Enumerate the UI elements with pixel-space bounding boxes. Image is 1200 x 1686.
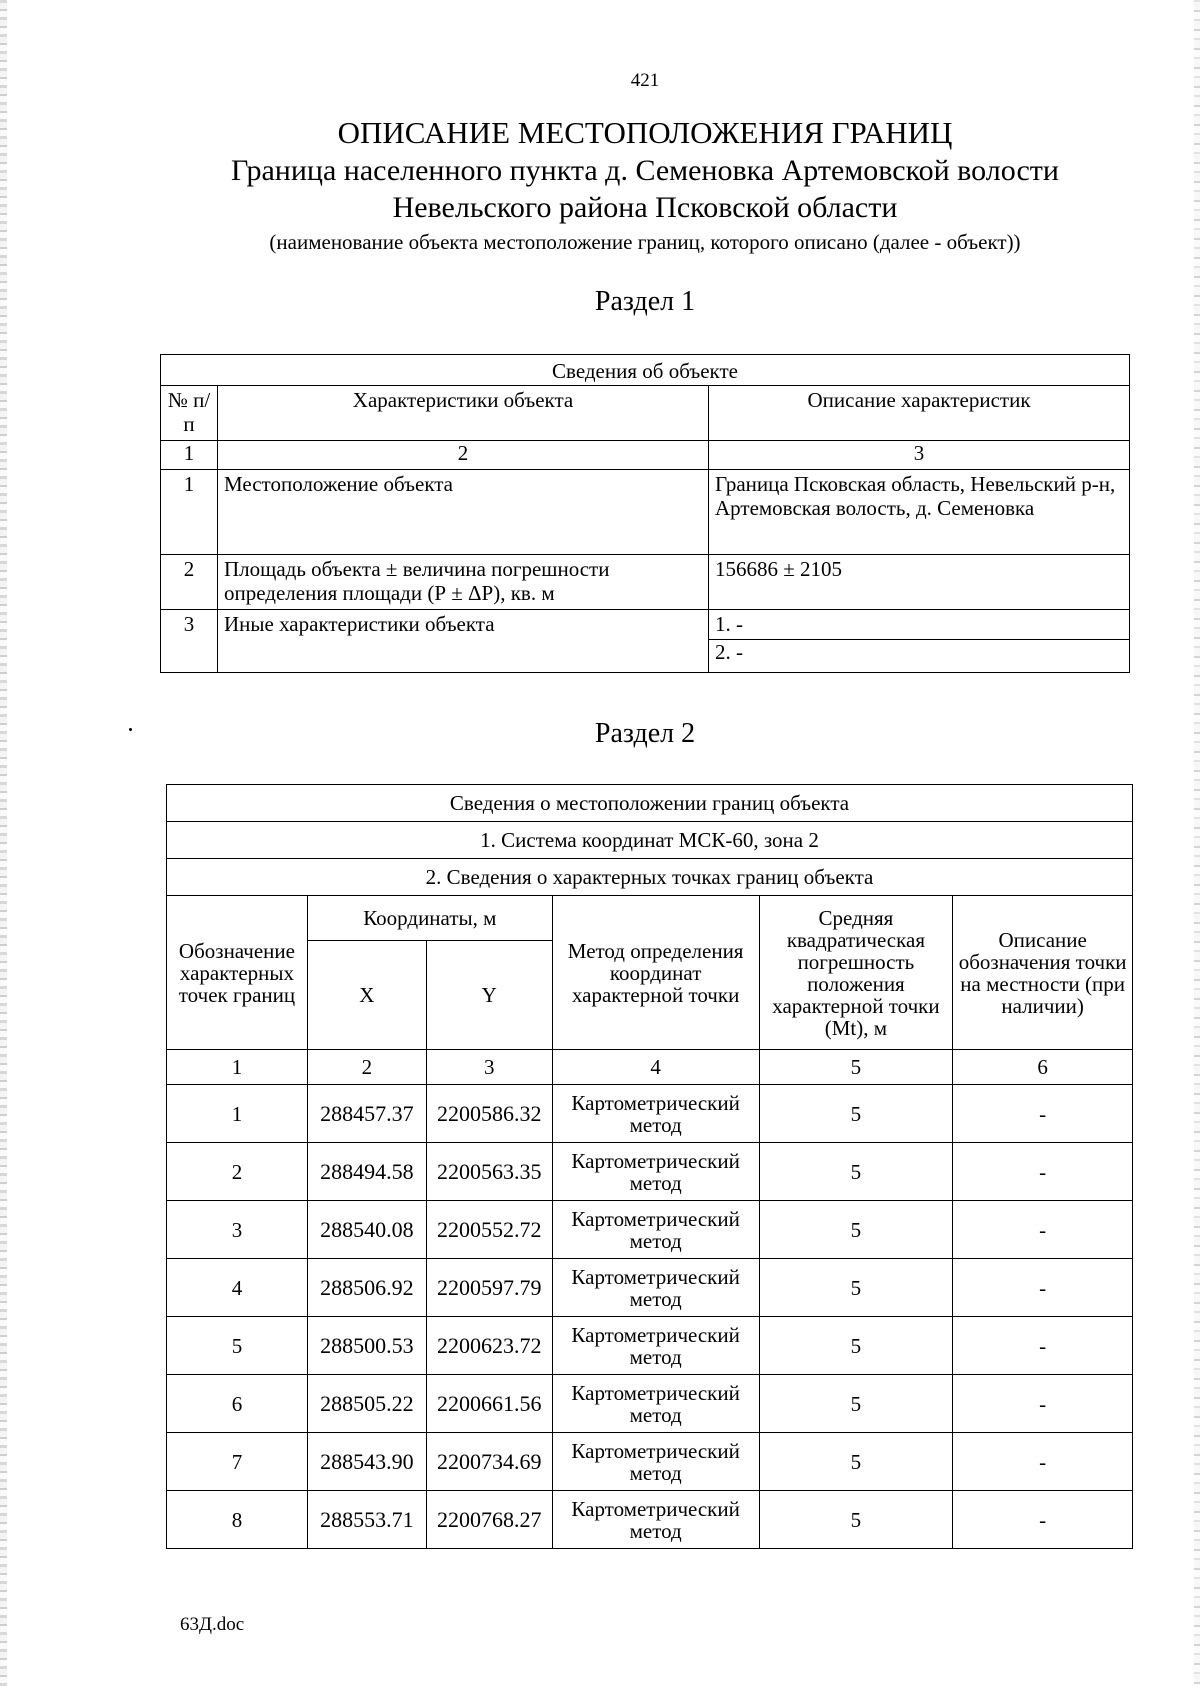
- point-y: 2200623.72: [426, 1317, 552, 1375]
- section1-label: Раздел 1: [594, 286, 696, 317]
- point-y: 2200597.79: [426, 1259, 552, 1317]
- point-description: -: [953, 1375, 1133, 1433]
- point-method: Картометрический метод: [552, 1375, 759, 1433]
- table-row: [167, 1143, 1133, 1201]
- object-info-caption: Сведения об объекте: [161, 355, 1130, 386]
- table-row: [167, 1259, 1133, 1317]
- page-number: 421: [630, 70, 660, 91]
- point-description: -: [953, 1491, 1133, 1549]
- point-method: Картометрический метод: [552, 1433, 759, 1491]
- table-row: [167, 1317, 1133, 1375]
- point-y: 2200552.72: [426, 1201, 552, 1259]
- point-x: 288457.37: [307, 1085, 426, 1143]
- point-error: 5: [759, 1375, 953, 1433]
- point-x: 288500.53: [307, 1317, 426, 1375]
- point-x: 288505.22: [307, 1375, 426, 1433]
- point-id: 7: [167, 1433, 308, 1491]
- column-number: 3: [709, 441, 1130, 470]
- other-characteristic-1: 1. -: [715, 612, 743, 636]
- point-method: Картометрический метод: [552, 1143, 759, 1201]
- point-method: Картометрический метод: [552, 1201, 759, 1259]
- row-number: 1: [161, 470, 218, 555]
- point-description: -: [953, 1143, 1133, 1201]
- header-point-description: Описание обозначения точки на местности (при наличии): [953, 896, 1133, 1050]
- table-row: [167, 1085, 1133, 1143]
- point-error: 5: [759, 1259, 953, 1317]
- other-characteristic-2: 2. -: [709, 639, 1129, 664]
- point-y: 2200661.56: [426, 1375, 552, 1433]
- table-row: [161, 555, 1130, 610]
- point-y: 2200563.35: [426, 1143, 552, 1201]
- row-number: 3: [161, 610, 218, 673]
- header-coordinates: Координаты, м: [307, 896, 552, 941]
- point-y: 2200734.69: [426, 1433, 552, 1491]
- point-description: -: [953, 1201, 1133, 1259]
- point-id: 6: [167, 1375, 308, 1433]
- point-error: 5: [759, 1201, 953, 1259]
- point-method: Картометрический метод: [552, 1317, 759, 1375]
- row-characteristic: Иные характеристики объекта: [218, 610, 709, 673]
- point-x: 288540.08: [307, 1201, 426, 1259]
- point-error: 5: [759, 1433, 953, 1491]
- point-y: 2200768.27: [426, 1491, 552, 1549]
- header-number: № п/п: [161, 386, 218, 441]
- table-row: [167, 1433, 1133, 1491]
- row-description: [709, 610, 1130, 673]
- header-point: Обозначение характерных точек границ: [167, 896, 308, 1050]
- table-row: [161, 470, 1130, 555]
- row-description: 156686 ± 2105: [709, 555, 1130, 610]
- file-name-footer: 63Д.doc: [180, 1614, 245, 1635]
- point-id: 1: [167, 1085, 308, 1143]
- column-number: 3: [426, 1050, 552, 1085]
- document-subtitle-line1: Граница населенного пункта д. Семеновка Артемовской волости: [231, 154, 1059, 187]
- point-error: 5: [759, 1491, 953, 1549]
- column-number-row: [161, 441, 1130, 470]
- table-row: [167, 1491, 1133, 1549]
- column-number: 1: [167, 1050, 308, 1085]
- point-x: 288553.71: [307, 1491, 426, 1549]
- point-x: 288506.92: [307, 1259, 426, 1317]
- point-description: -: [953, 1085, 1133, 1143]
- point-method: Картометрический метод: [552, 1085, 759, 1143]
- header-x: X: [307, 941, 426, 1050]
- document-header: [0, 114, 1200, 256]
- table-row: [161, 610, 1130, 673]
- point-y: 2200586.32: [426, 1085, 552, 1143]
- point-error: 5: [759, 1317, 953, 1375]
- point-method: Картометрический метод: [552, 1491, 759, 1549]
- header-description: Описание характеристик: [709, 386, 1130, 441]
- row-description: Граница Псковская область, Невельский р-н, Артемовская волость, д. Семеновка: [709, 470, 1130, 555]
- column-number: 4: [552, 1050, 759, 1085]
- header-method: Метод определения координат характерной точки: [552, 896, 759, 1050]
- header-y: Y: [426, 941, 552, 1050]
- point-id: 3: [167, 1201, 308, 1259]
- point-error: 5: [759, 1085, 953, 1143]
- column-number: 6: [953, 1050, 1133, 1085]
- row-characteristic: Площадь объекта ± величина погрешности определения площади (Р ± ΔР), кв. м: [218, 555, 709, 610]
- coordinate-system: 1. Система координат МСК-60, зона 2: [167, 822, 1133, 859]
- point-x: 288543.90: [307, 1433, 426, 1491]
- column-number-row: [167, 1050, 1133, 1085]
- point-description: -: [953, 1259, 1133, 1317]
- row-number: 2: [161, 555, 218, 610]
- point-method: Картометрический метод: [552, 1259, 759, 1317]
- point-error: 5: [759, 1143, 953, 1201]
- header-error: Средняя квадратическая погрешность положения характерной точки (Mt), м: [759, 896, 953, 1050]
- point-id: 2: [167, 1143, 308, 1201]
- column-number: 2: [307, 1050, 426, 1085]
- column-number: 1: [161, 441, 218, 470]
- boundary-points-table: [166, 784, 1133, 1549]
- point-id: 4: [167, 1259, 308, 1317]
- point-id: 8: [167, 1491, 308, 1549]
- boundary-caption: Сведения о местоположении границ объекта: [167, 785, 1133, 822]
- header-characteristic: Характеристики объекта: [218, 386, 709, 441]
- point-description: -: [953, 1433, 1133, 1491]
- points-caption: 2. Сведения о характерных точках границ объекта: [167, 859, 1133, 896]
- section2-label: Раздел 2: [594, 718, 696, 749]
- table-row: [167, 1201, 1133, 1259]
- point-id: 5: [167, 1317, 308, 1375]
- point-description: -: [953, 1317, 1133, 1375]
- object-info-header-row: [161, 386, 1130, 441]
- column-number: 5: [759, 1050, 953, 1085]
- column-number: 2: [218, 441, 709, 470]
- document-subtitle-line2: Невельского района Псковской области: [392, 191, 898, 224]
- row-characteristic: Местоположение объекта: [218, 470, 709, 555]
- document-title: ОПИСАНИЕ МЕСТОПОЛОЖЕНИЯ ГРАНИЦ: [337, 115, 953, 150]
- object-info-table: [160, 354, 1130, 673]
- table-row: [167, 1375, 1133, 1433]
- document-note: (наименование объекта местоположение границ, которого описано (далее - объект)): [269, 230, 1021, 254]
- point-x: 288494.58: [307, 1143, 426, 1201]
